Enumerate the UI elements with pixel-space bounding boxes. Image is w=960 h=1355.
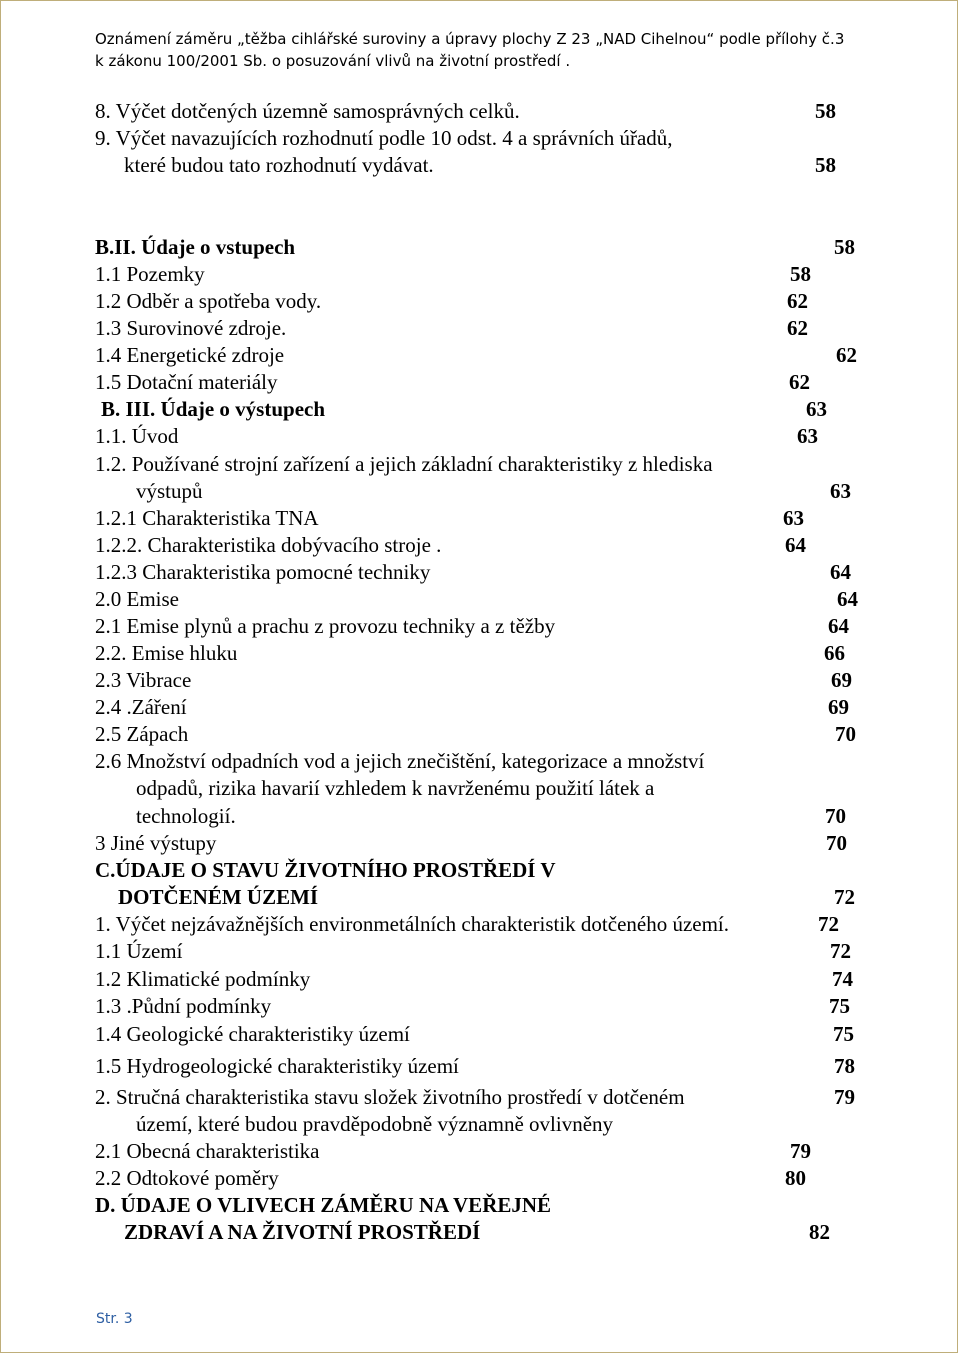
toc-entry-text: 1.2 Odběr a spotřeba vody. (95, 289, 322, 313)
toc-entry-page-number: 70 (835, 722, 856, 746)
toc-entry-page-number: 58 (790, 262, 811, 286)
toc-entry-page-number: 64 (837, 587, 858, 611)
toc-entry-text: 1.5 Hydrogeologické charakteristiky území (95, 1054, 459, 1078)
toc-entry-text: 1.2.3 Charakteristika pomocné techniky (95, 560, 431, 584)
toc-entry-text: 2.0 Emise (95, 587, 179, 611)
toc-entry-text: 2.1 Emise plynů a prachu z provozu techniky a z těžby (95, 614, 556, 638)
toc-entry-page-number: 69 (828, 695, 849, 719)
toc-entry-text: 8. Výčet dotčených územně samosprávných celků. (95, 99, 520, 123)
toc-entry-page-number: 74 (832, 967, 853, 991)
toc-entry-page-number: 70 (826, 831, 847, 855)
toc-entry-page-number: 82 (809, 1220, 830, 1244)
toc-entry-page-number: 63 (783, 506, 804, 530)
toc-entry-page-number: 64 (830, 560, 851, 584)
toc-entry-page-number: 72 (818, 912, 839, 936)
toc-entry-text: 1.2.2. Charakteristika dobývacího stroje . (95, 533, 442, 557)
toc-entry-text: C.ÚDAJE O STAVU ŽIVOTNÍHO PROSTŘEDÍ V (95, 858, 556, 882)
toc-entry-page-number: 58 (815, 153, 836, 177)
toc-entry-page-number: 64 (785, 533, 806, 557)
toc-entry-page-number: 66 (824, 641, 845, 665)
toc-entry-page-number: 70 (825, 804, 846, 828)
toc-entry-text: výstupů (136, 479, 203, 503)
toc-entry-text: 2.3 Vibrace (95, 668, 192, 692)
toc-entry-page-number: 72 (830, 939, 851, 963)
toc-entry-page-number: 79 (790, 1139, 811, 1163)
toc-entry-page-number: 80 (785, 1166, 806, 1190)
toc-entry-page-number: 62 (787, 289, 808, 313)
toc-entry-text: 9. Výčet navazujících rozhodnutí podle 10 odst. 4 a správních úřadů, (95, 126, 673, 150)
toc-entry-text: technologií. (136, 804, 236, 828)
toc-entry-text: 1.3 Surovinové zdroje. (95, 316, 287, 340)
toc-entry-text: odpadů, rizika havarií vzhledem k navrženému použití látek a (136, 776, 655, 800)
toc-entry-text: 2.5 Zápach (95, 722, 189, 746)
toc-entry-text: které budou tato rozhodnutí vydávat. (124, 153, 434, 177)
toc-entry-page-number: 69 (831, 668, 852, 692)
toc-entry-text: 1.3 .Půdní podmínky (95, 994, 272, 1018)
toc-entry-text: B. III. Údaje o výstupech (101, 397, 326, 421)
toc-entry-page-number: 62 (787, 316, 808, 340)
page-number-footer: Str. 3 (96, 1311, 133, 1327)
toc-entry-page-number: 63 (797, 424, 818, 448)
toc-entry-text: 1.4 Geologické charakteristiky území (95, 1022, 410, 1046)
document-header-line-1: Oznámení záměru „těžba cihlářské suroviny a úpravy plochy Z 23 „NAD Cihelnou“ podle přílohy č.3 (95, 30, 845, 48)
toc-entry-page-number: 78 (834, 1054, 855, 1078)
toc-entry-text: D. ÚDAJE O VLIVECH ZÁMĚRU NA VEŘEJNÉ (95, 1193, 552, 1217)
toc-entry-text: 1.2 Klimatické podmínky (95, 967, 311, 991)
toc-entry-text: území, které budou pravděpodobně významně ovlivněny (136, 1112, 614, 1136)
toc-entry-page-number: 63 (830, 479, 851, 503)
toc-entry-page-number: 62 (836, 343, 857, 367)
toc-entry-text: 2.1 Obecná charakteristika (95, 1139, 320, 1163)
toc-entry-text: DOTČENÉM ÚZEMÍ (118, 885, 319, 909)
toc-entry-text: 1.2.1 Charakteristika TNA (95, 506, 319, 530)
toc-entry-text: 1.1. Úvod (95, 424, 179, 448)
toc-entry-text: 2.2 Odtokové poměry (95, 1166, 279, 1190)
toc-entry-text: 1.2. Používané strojní zařízení a jejich základní charakteristiky z hlediska (95, 452, 713, 476)
toc-entry-text: ZDRAVÍ A NA ŽIVOTNÍ PROSTŘEDÍ (124, 1220, 481, 1244)
toc-entry-page-number: 64 (828, 614, 849, 638)
toc-entry-text: 3 Jiné výstupy (95, 831, 217, 855)
toc-entry-text: B.II. Údaje o vstupech (95, 235, 296, 259)
toc-entry-page-number: 63 (806, 397, 827, 421)
toc-entry-page-number: 75 (829, 994, 850, 1018)
toc-entry-page-number: 72 (834, 885, 855, 909)
toc-entry-text: 1. Výčet nejzávažnějších environmetálních charakteristik dotčeného území. (95, 912, 730, 936)
toc-entry-text: 1.5 Dotační materiály (95, 370, 278, 394)
document-header-line-2: k zákonu 100/2001 Sb. o posuzování vlivů na životní prostředí . (95, 52, 571, 70)
toc-entry-text: 2.2. Emise hluku (95, 641, 238, 665)
toc-entry-text: 1.4 Energetické zdroje (95, 343, 285, 367)
toc-entry-page-number: 58 (815, 99, 836, 123)
toc-entry-page-number: 58 (834, 235, 855, 259)
toc-entry-page-number: 62 (789, 370, 810, 394)
toc-entry-text: 2. Stručná charakteristika stavu složek životního prostředí v dotčeném (95, 1085, 685, 1109)
toc-entry-text: 1.1 Území (95, 939, 183, 963)
toc-entry-text: 2.4 .Záření (95, 695, 187, 719)
toc-entry-text: 1.1 Pozemky (95, 262, 205, 286)
toc-entry-page-number: 75 (833, 1022, 854, 1046)
toc-entry-text: 2.6 Množství odpadních vod a jejich znečištění, kategorizace a množství (95, 749, 705, 773)
toc-entry-page-number: 79 (834, 1085, 855, 1109)
